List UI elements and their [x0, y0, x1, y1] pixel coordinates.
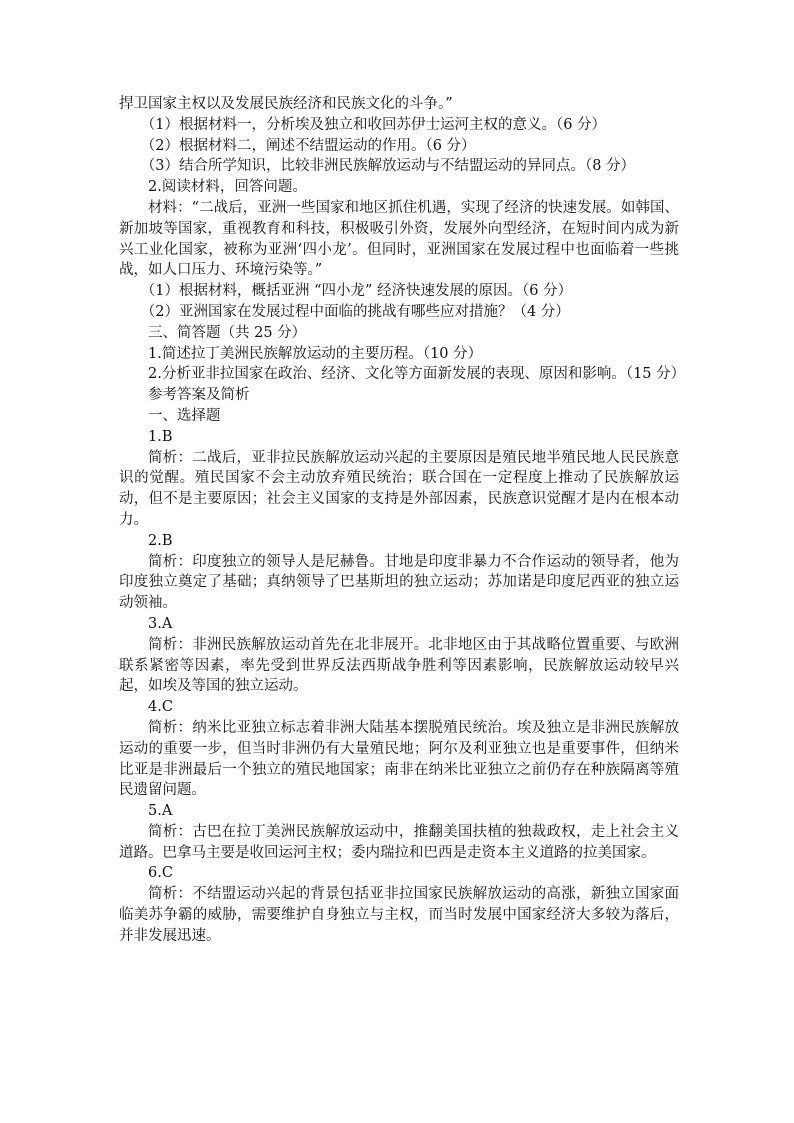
question-2-heading: 2.阅读材料，回答问题。 [148, 179, 307, 196]
section-1-heading: 一、选择题 [148, 407, 221, 424]
answer-2-analysis: 简析：印度独立的领导人是尼赫鲁。甘地是印度非暴力不合作运动的领导者，他为印度独立奠定了基础；真纳领导了巴基斯坦的独立运动；苏加诺是印度尼西亚的独立运动领袖。 [119, 553, 679, 612]
question-1-2: （2）根据材料二，阐述不结盟运动的作用。（6 分） [140, 137, 476, 154]
section-3-heading: 三、简答题（共 25 分） [148, 324, 307, 341]
answer-1-analysis: 简析：二战后，亚非拉民族解放运动兴起的主要原因是殖民地半殖民地人民民族意识的觉醒。殖民国家不会主动放弃殖民统治；联合国在一定程度上推动了民族解放运动，但不是主要原因；社会主义国家的支持是外部因素，民族意识觉醒才是内在根本动力。 [119, 449, 679, 528]
question-2-2: （2）亚洲国家在发展过程中面临的挑战有哪些应对措施？（4 分） [140, 303, 570, 320]
answer-3-analysis: 简析：非洲民族解放运动首先在北非展开。北非地区由于其战略位置重要、与欧洲联系紧密等因素，率先受到世界反法西斯战争胜利等因素影响，民族解放运动较早兴起，如埃及等国的独立运动。 [119, 636, 679, 695]
answer-6-analysis: 简析：不结盟运动兴起的背景包括亚非拉国家民族解放运动的高涨，新独立国家面临美苏争霸的威胁，需要维护自身独立与主权，而当时发展中国家经济大多较为落后，并非发展迅速。 [119, 886, 679, 944]
answer-1: 1.B [148, 428, 173, 445]
question-2-material: 材料：“二战后，亚洲一些国家和地区抓住机遇，实现了经济的快速发展。如韩国、新加坡等国家，重视教育和科技，积极吸引外资，发展外向型经济，在短时间内成为新兴工业化国家，被称为亚洲‘四小龙’。但同时，亚洲国家在发展过程中也面临着一些挑战，如人口压力、环境污染等。” [119, 199, 679, 279]
short-answer-1: 1.简述拉丁美洲民族解放运动的主要历程。（10 分） [148, 345, 483, 362]
answer-key-title: 参考答案及简析 [148, 387, 250, 404]
answer-3: 3.A [148, 615, 173, 632]
answer-4: 4.C [148, 699, 173, 716]
document-page [119, 94, 686, 947]
answer-6: 6.C [148, 865, 173, 882]
answer-2: 2.B [148, 532, 173, 549]
question-1-1: （1）根据材料一，分析埃及独立和收回苏伊士运河主权的意义。（6 分） [140, 116, 607, 133]
answer-4-analysis: 简析：纳米比亚独立标志着非洲大陆基本摆脱殖民统治。埃及独立是非洲民族解放运动的重要一步，但当时非洲仍有大量殖民地；阿尔及利亚独立也是重要事件，但纳米比亚是非洲最后一个独立的殖民地国家；南非在纳米比亚独立之前仍存在种族隔离等殖民遗留问题。 [119, 719, 679, 799]
question-1-3: （3）结合所学知识，比较非洲民族解放运动与不结盟运动的异同点。（8 分） [140, 158, 636, 175]
short-answer-2: 2.分析亚非拉国家在政治、经济、文化等方面新发展的表现、原因和影响。（15 分） [148, 366, 686, 383]
answer-5: 5.A [148, 803, 173, 820]
question-2-1: （1）根据材料，概括亚洲 “四小龙” 经济快速发展的原因。（6 分） [140, 283, 573, 300]
answer-5-analysis: 简析：古巴在拉丁美洲民族解放运动中，推翻美国扶植的独裁政权，走上社会主义道路。巴拿马主要是收回运河主权；委内瑞拉和巴西是走资本主义道路的拉美国家。 [119, 823, 679, 861]
text-line: 捍卫国家主权以及发展民族经济和民族文化的斗争。” [119, 96, 453, 112]
